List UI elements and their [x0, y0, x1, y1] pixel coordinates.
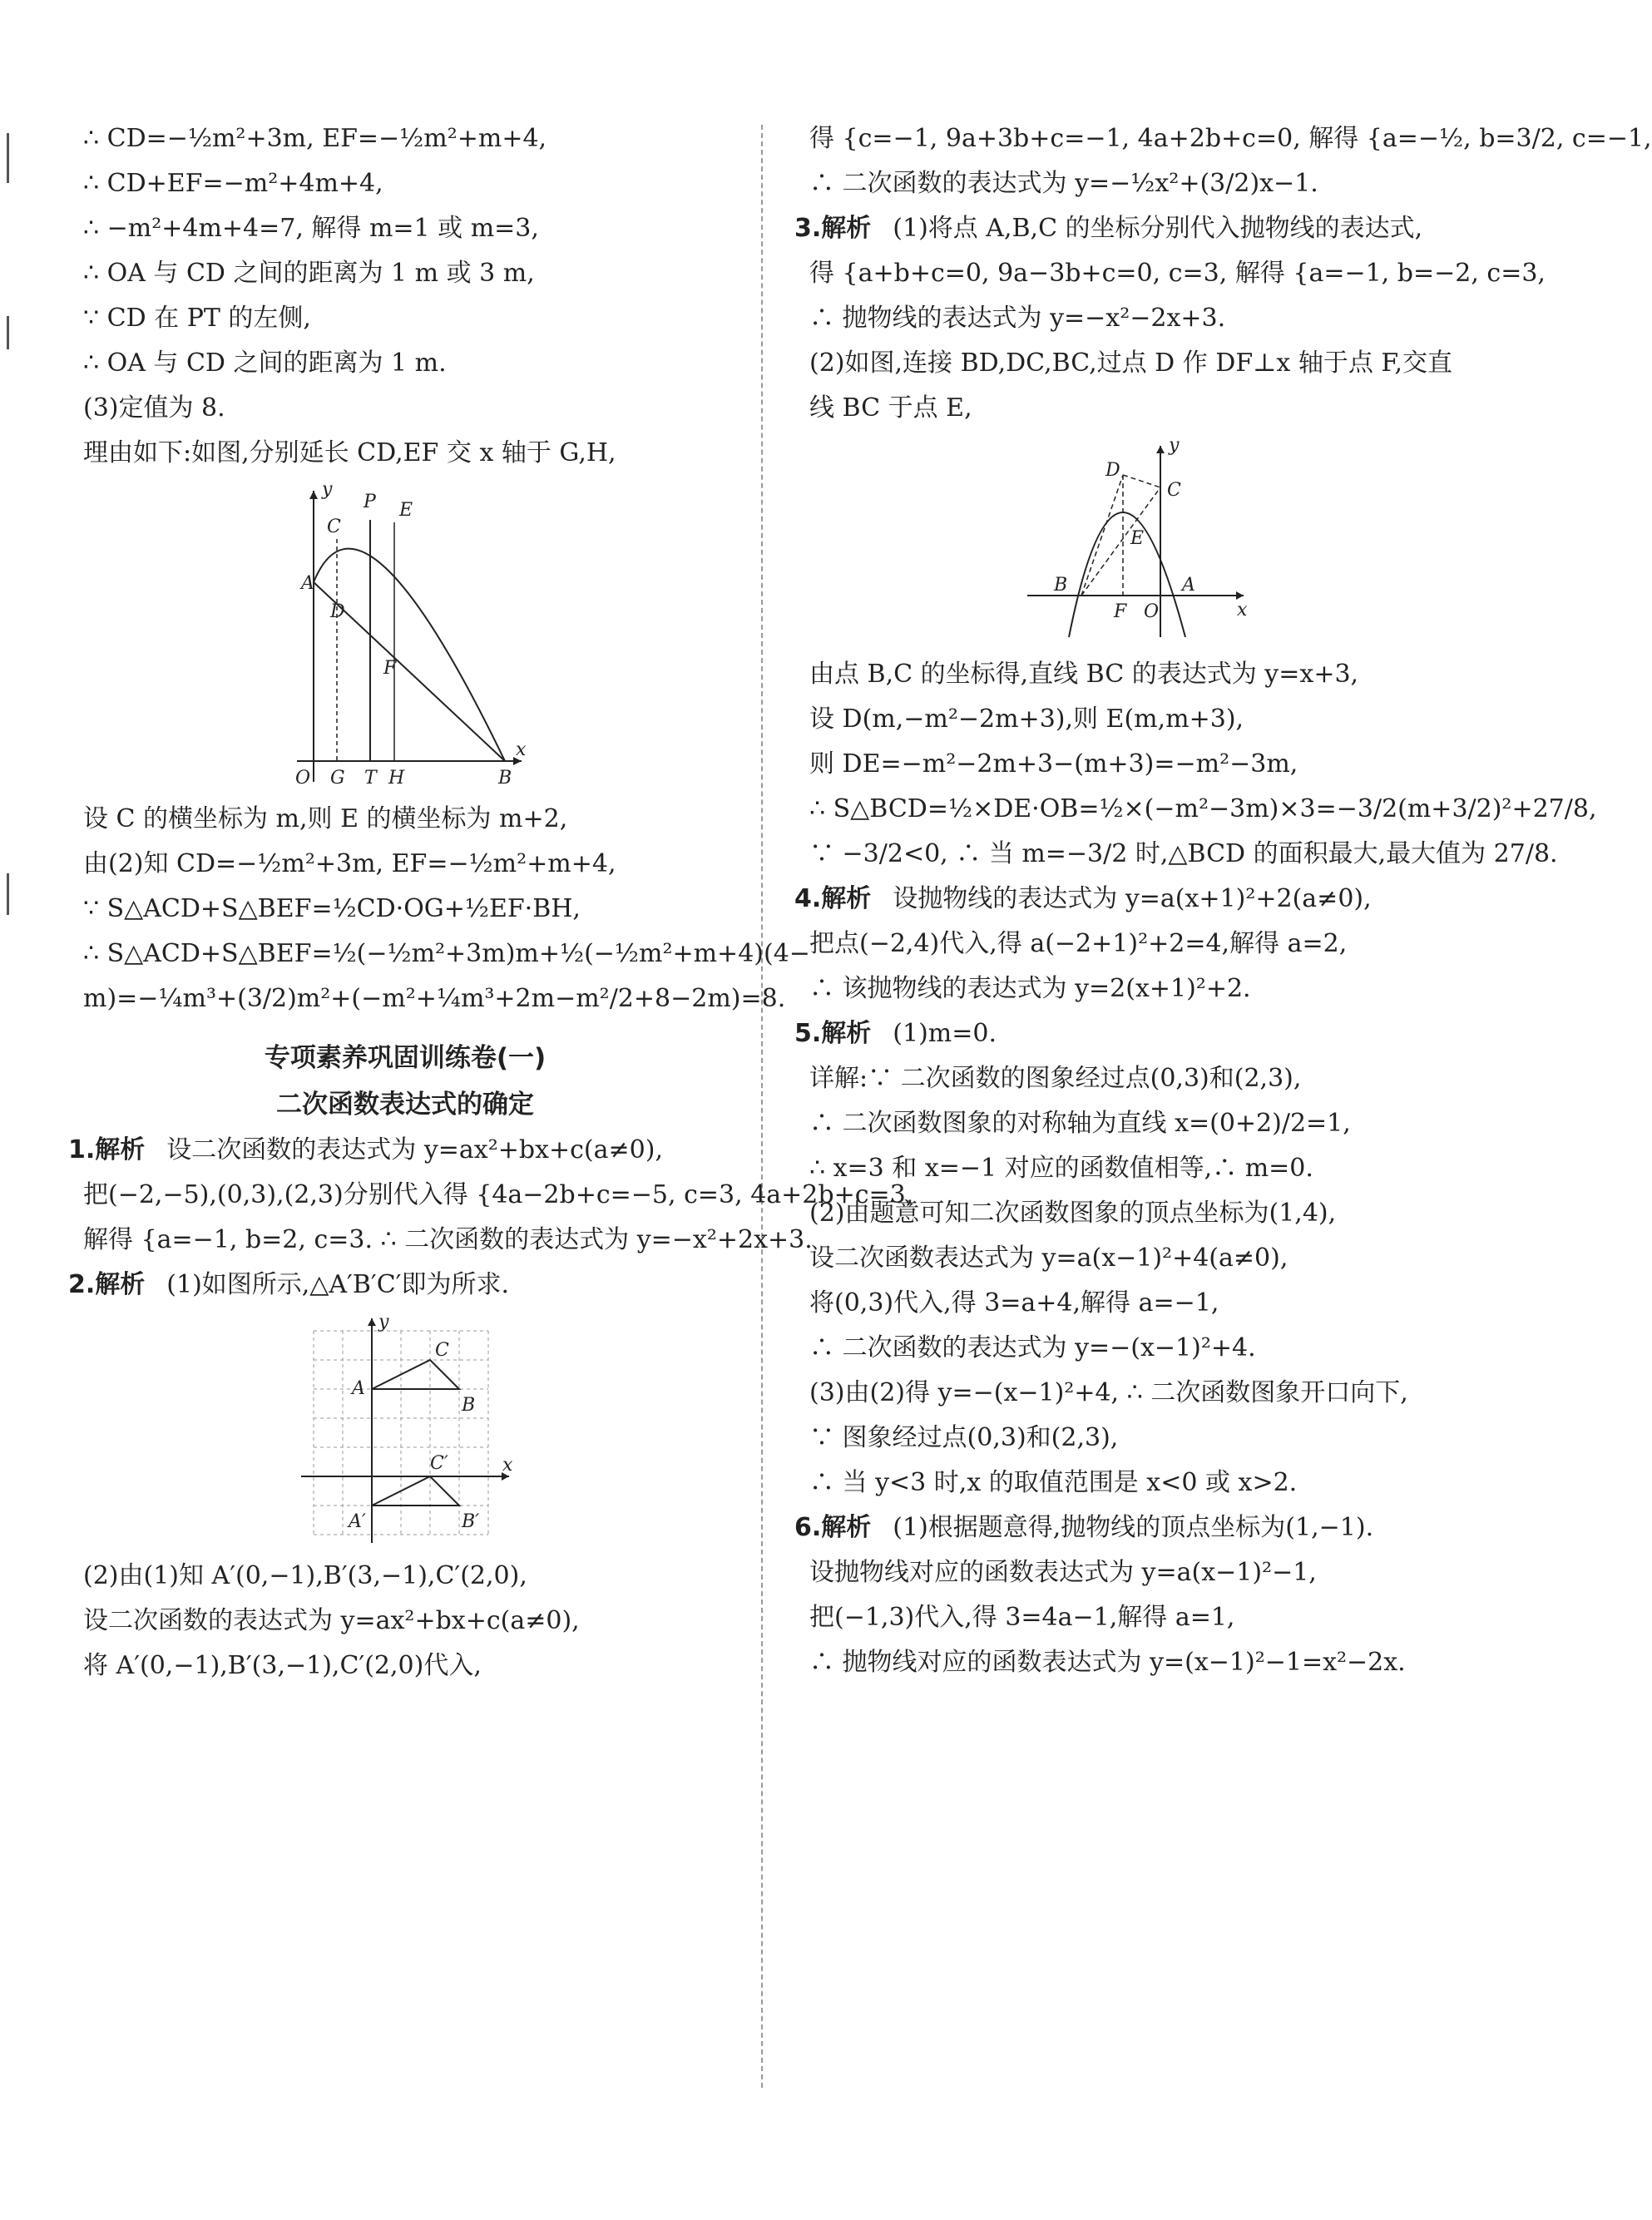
text-line: 将 A′(0,−1),B′(3,−1),C′(2,0)代入,: [83, 1651, 482, 1680]
binding-edge-mark: [7, 133, 19, 183]
grid-lines: [314, 1331, 488, 1535]
question-label: 6.解析: [794, 1513, 872, 1542]
parabola-curve: [314, 549, 505, 761]
text-line: 设二次函数表达式为 y=a(x−1)²+4(a≠0),: [809, 1243, 1288, 1273]
parabola-curve: [1069, 512, 1185, 637]
label-x: x: [1237, 600, 1248, 621]
parabola-figure-2: [1019, 435, 1252, 645]
text-line: (1)根据题意得,抛物线的顶点坐标为(1,−1).: [893, 1513, 1374, 1542]
column-divider: [761, 125, 763, 2088]
text-line: (2)如图,连接 BD,DC,BC,过点 D 作 DF⊥x 轴于点 F,交直: [809, 349, 1453, 378]
label-b: B: [462, 1395, 476, 1416]
label-a: A: [301, 573, 314, 594]
text-line: 把点(−2,4)代入,得 a(−2+1)²+2=4,解得 a=2,: [809, 929, 1348, 958]
label-a: A: [1182, 575, 1195, 596]
text-line: 得 {a+b+c=0, 9a−3b+c=0, c=3, 解得 {a=−1, b=−2, c=3,: [809, 259, 1546, 288]
label-c: C: [327, 517, 341, 537]
section-subtitle: 二次函数表达式的确定: [276, 1090, 534, 1120]
label-f: F: [1114, 601, 1127, 622]
right-column: [794, 116, 1652, 1685]
label-o: O: [1144, 601, 1160, 622]
text-line: (1)将点 A,B,C 的坐标分别代入抛物线的表达式,: [893, 214, 1423, 243]
label-a: A: [352, 1378, 365, 1399]
question-label: 4.解析: [794, 884, 872, 913]
question-label: 2.解析: [68, 1270, 146, 1299]
text-line: 线 BC 于点 E,: [809, 393, 972, 423]
text-line: (3)由(2)得 y=−(x−1)²+4, ∴ 二次函数图象开口向下,: [809, 1378, 1408, 1407]
triangle-a1b1c1: [372, 1476, 459, 1506]
text-line: 得 {c=−1, 9a+3b+c=−1, 4a+2b+c=0, 解得 {a=−½, b=3/2, c=−1,: [809, 124, 1652, 153]
label-h: H: [388, 768, 405, 789]
text-line: ∵ S△ACD+S△BEF=½CD·OG+½EF·BH,: [83, 894, 581, 923]
question-label: 5.解析: [794, 1019, 872, 1048]
label-y: y: [378, 1312, 389, 1332]
text-line: (1)m=0.: [893, 1019, 997, 1048]
solution-part3: [68, 797, 810, 1021]
label-e: E: [399, 500, 413, 521]
text-line: 设二次函数的表达式为 y=ax²+bx+c(a≠0),: [83, 1606, 580, 1635]
text-line: 把(−1,3)代入,得 3=4a−1,解得 a=1,: [809, 1603, 1235, 1632]
text-line: 设抛物线的表达式为 y=a(x+1)²+2(a≠0),: [893, 884, 1372, 913]
binding-edge-mark: [7, 316, 19, 349]
grid-figure: [297, 1314, 513, 1547]
label-b: B: [498, 768, 512, 789]
solution-part2-end: [68, 116, 742, 476]
label-t: T: [364, 768, 377, 789]
text-line: 解得 {a=−1, b=2, c=3. ∴ 二次函数的表达式为 y=−x²+2x+3.: [83, 1225, 813, 1254]
question-3: [794, 206, 1597, 877]
text-line: ∴ 该抛物线的表达式为 y=2(x+1)²+2.: [809, 974, 1251, 1003]
label-g: G: [330, 768, 345, 789]
text-line: 则 DE=−m²−2m+3−(m+3)=−m²−3m,: [809, 749, 1298, 779]
y-axis-arrow: [309, 491, 318, 499]
label-c: C: [1167, 480, 1181, 501]
text-line: ∴ OA 与 CD 之间的距离为 1 m.: [83, 349, 447, 378]
text-line: ∴ 二次函数图象的对称轴为直线 x=(0+2)/2=1,: [809, 1109, 1351, 1138]
text-line: ∴ −m²+4m+4=7, 解得 m=1 或 m=3,: [83, 214, 539, 243]
section-title: 专项素养巩固训练卷(一): [264, 1043, 547, 1073]
text-line: ∴ S△BCD=½×DE·OB=½×(−m²−3m)×3=−3/2(m+3/2)²+27/8,: [809, 794, 1597, 823]
text-line: 详解:∵ 二次函数的图象经过点(0,3)和(2,3),: [809, 1064, 1302, 1093]
text-line: 设抛物线对应的函数表达式为 y=a(x−1)²−1,: [809, 1558, 1317, 1587]
text-line: (2)由题意可知二次函数图象的顶点坐标为(1,4),: [809, 1199, 1337, 1228]
text-line: 设二次函数的表达式为 y=ax²+bx+c(a≠0),: [166, 1135, 663, 1164]
text-line: m)=−¼m³+(3/2)m²+(−m²+¼m³+2m−m²/2+8−2m)=8.: [83, 984, 786, 1013]
label-d: D: [330, 601, 345, 622]
label-c-prime: C′: [430, 1453, 448, 1474]
triangle-abc: [372, 1360, 459, 1389]
question-label: 3.解析: [794, 214, 872, 243]
label-e: E: [1130, 528, 1145, 549]
text-line: 设 C 的横坐标为 m,则 E 的横坐标为 m+2,: [83, 804, 568, 833]
label-p: P: [364, 492, 376, 512]
text-line: 由点 B,C 的坐标得,直线 BC 的表达式为 y=x+3,: [809, 660, 1359, 689]
text-line: (2)由(1)知 A′(0,−1),B′(3,−1),C′(2,0),: [83, 1561, 527, 1590]
question-4: [794, 877, 1476, 1011]
x-axis-arrow: [1236, 591, 1244, 600]
text-line: ∴ 抛物线的表达式为 y=−x²−2x+3.: [809, 304, 1226, 333]
question-2: [68, 1263, 742, 1688]
text-line: ∴ CD+EF=−m²+4m+4,: [83, 169, 383, 198]
text-line: 把(−2,−5),(0,3),(2,3)分别代入得 {4a−2b+c=−5, c=3, 4a+2b+c=3,: [83, 1180, 914, 1209]
text-line: ∴ 二次函数的表达式为 y=−½x²+(3/2)x−1.: [809, 169, 1318, 198]
segment-dc: [1123, 475, 1160, 487]
text-line: ∵ −3/2<0, ∴ 当 m=−3/2 时,△BCD 的面积最大,最大值为 27/8.: [809, 839, 1558, 868]
text-line: ∴ S△ACD+S△BEF=½(−½m²+3m)m+½(−½m²+m+4)(4−: [83, 939, 810, 968]
y-axis-arrow: [368, 1318, 376, 1326]
label-b: B: [1054, 575, 1068, 596]
text-line: 设 D(m,−m²−2m+3),则 E(m,m+3),: [809, 705, 1244, 734]
parabola-figure-1: [280, 479, 530, 790]
label-x: x: [502, 1455, 513, 1476]
label-y: y: [1169, 435, 1180, 456]
question-1: [68, 1128, 914, 1263]
text-line: ∴ OA 与 CD 之间的距离为 1 m 或 3 m,: [83, 259, 535, 288]
text-line: ∴ CD=−½m²+3m, EF=−½m²+m+4,: [83, 124, 547, 153]
label-c: C: [435, 1340, 449, 1361]
label-d: D: [1105, 460, 1120, 481]
label-o: O: [295, 768, 311, 789]
label-a-prime: A′: [349, 1511, 366, 1532]
text-line: ∴ x=3 和 x=−1 对应的函数值相等,∴ m=0.: [809, 1154, 1313, 1183]
text-line: ∵ CD 在 PT 的左侧,: [83, 304, 311, 333]
y-axis-arrow: [1156, 446, 1165, 453]
text-line: 由(2)知 CD=−½m²+3m, EF=−½m²+m+4,: [83, 849, 616, 878]
question-2-continued: [794, 116, 1652, 206]
segment-bd: [1081, 475, 1123, 596]
label-y: y: [322, 479, 333, 500]
text-line: 将(0,3)代入,得 3=a+4,解得 a=−1,: [809, 1288, 1219, 1318]
text-line: ∵ 图象经过点(0,3)和(2,3),: [809, 1423, 1119, 1452]
text-line: ∴ 当 y<3 时,x 的取值范围是 x<0 或 x>2.: [809, 1468, 1298, 1497]
label-x: x: [516, 739, 527, 760]
question-5: [794, 1011, 1476, 1506]
text-line: (3)定值为 8.: [83, 393, 225, 423]
text-line: ∴ 抛物线对应的函数表达式为 y=(x−1)²−1=x²−2x.: [809, 1648, 1406, 1677]
segment-bc: [1081, 487, 1160, 596]
label-b-prime: B′: [462, 1511, 480, 1532]
question-6: [794, 1506, 1476, 1685]
text-line: 理由如下:如图,分别延长 CD,EF 交 x 轴于 G,H,: [83, 438, 616, 467]
question-label: 1.解析: [68, 1135, 146, 1164]
label-f: F: [383, 658, 397, 679]
text-line: ∴ 二次函数的表达式为 y=−(x−1)²+4.: [809, 1333, 1256, 1362]
binding-edge-mark: [7, 873, 19, 915]
text-line: (1)如图所示,△A′B′C′即为所求.: [166, 1270, 510, 1299]
